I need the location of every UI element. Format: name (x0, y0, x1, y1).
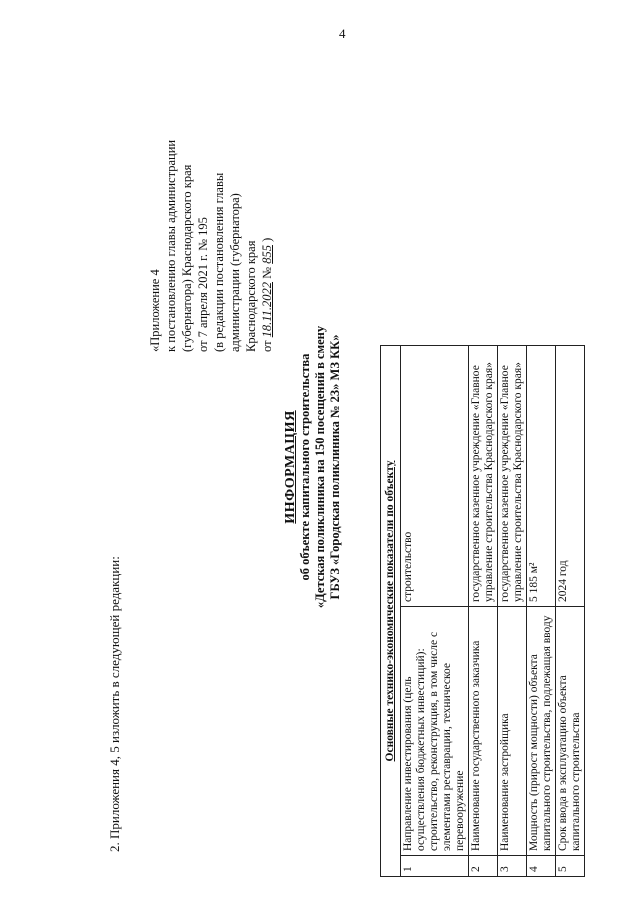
table-row (498, 346, 527, 877)
row-label: Наименование государственного заказчика (469, 607, 498, 856)
row-label: Направление инвестирования (цель осуществления бюджетных инвестиций): строительство, реконструкция, в том числе с элементами реставрации, техническое перевооружение (401, 607, 469, 856)
handwritten-number: 855 (260, 245, 274, 264)
heading-line: «Детская поликлиника на 150 посещений в смену (313, 325, 327, 609)
table-row (556, 346, 585, 877)
handwritten-date: 18.11.2022 (260, 281, 274, 338)
table-caption: Основные технико-экономические показатели по объекту (381, 346, 401, 877)
heading-title: ИНФОРМАЦИЯ (283, 410, 298, 524)
row-value: 5 185 м² (527, 346, 556, 607)
table-row (527, 346, 556, 877)
row-number: 2 (469, 856, 498, 877)
indicators-table (380, 345, 585, 877)
annex-line: к постановлению главы администрации (164, 139, 178, 352)
number-prefix: № (260, 266, 274, 279)
row-value: строительство (401, 346, 469, 607)
annex-line: администрации (губернатора) (228, 193, 242, 352)
heading-line: об объекте капитального строительства (298, 353, 312, 581)
document-heading (283, 232, 343, 702)
date-suffix: ) (260, 237, 274, 242)
row-number: 5 (556, 856, 585, 877)
row-value: государственное казенное учреждение «Главное управление строительства Краснодарского края» (469, 346, 498, 607)
annex-date-line (259, 102, 275, 352)
row-number: 4 (527, 856, 556, 877)
row-value: государственное казенное учреждение «Главное управление строительства Краснодарского края» (498, 346, 527, 607)
annex-line: от 7 апреля 2021 г. № 195 (196, 217, 210, 352)
annex-block (147, 102, 275, 352)
annex-line: Краснодарского края (244, 240, 258, 352)
row-value: 2024 год (556, 346, 585, 607)
table-row (401, 346, 469, 877)
row-label: Срок ввода в эксплуатацию объекта капитального строительства (556, 607, 585, 856)
date-prefix: от (260, 340, 274, 352)
page-number: 4 (339, 26, 346, 41)
intro-text: 2. Приложения 4, 5 изложить в следующей редакции: (107, 556, 122, 852)
row-number: 1 (401, 856, 469, 877)
rotated-sheet (15, 22, 625, 882)
annex-line: «Приложение 4 (148, 269, 162, 352)
row-number: 3 (498, 856, 527, 877)
heading-line: ГБУЗ «Городская поликлиника № 23» МЗ КК» (328, 334, 342, 600)
row-label: Мощность (прирост мощности) объекта капитального строительства, подлежащая вводу (527, 607, 556, 856)
annex-line: (губернатора) Краснодарского края (180, 164, 194, 352)
annex-line: (в редакции постановления главы (212, 172, 226, 352)
row-label: Наименование застройщика (498, 607, 527, 856)
table-row (469, 346, 498, 877)
